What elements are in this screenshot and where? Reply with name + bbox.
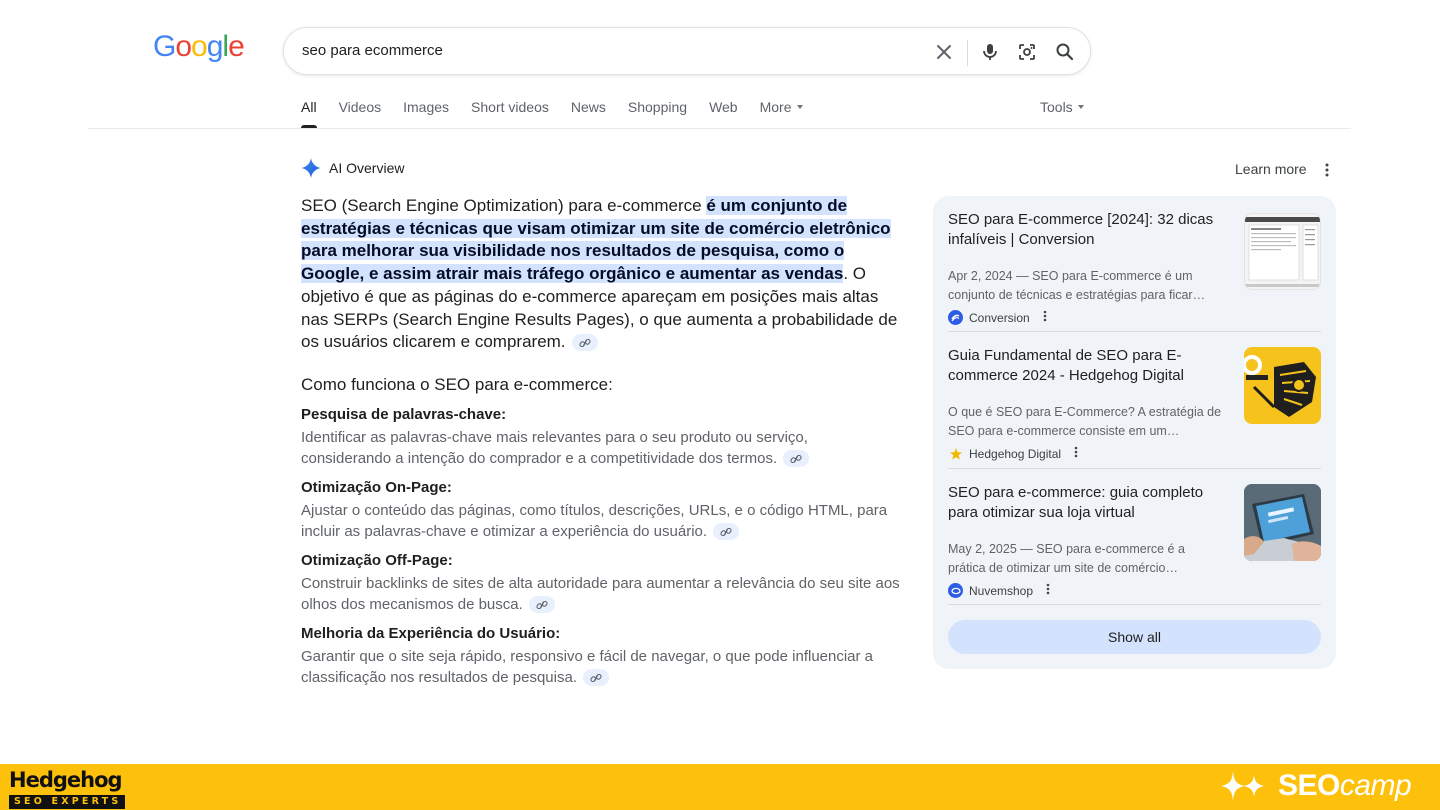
seocamp-wordmark xyxy=(1278,769,1411,803)
citation-link-icon[interactable] xyxy=(713,523,739,540)
search-tabs xyxy=(301,99,825,128)
tab-short-videos[interactable]: Short videos xyxy=(471,99,549,115)
hedgehog-brand-tagline: SEO EXPERTS xyxy=(9,795,125,809)
hedgehog-brand-name: Hedgehog xyxy=(9,768,122,792)
sources-panel xyxy=(933,196,1336,669)
search-input[interactable]: seo para ecommerce xyxy=(302,42,443,59)
footer-banner xyxy=(0,764,1440,810)
source-title[interactable]: SEO para e-commerce: guia completo para otimizar sua loja virtual xyxy=(948,484,1204,521)
header-divider xyxy=(88,128,1351,129)
ai-overview-header xyxy=(301,158,404,178)
tab-more[interactable] xyxy=(760,99,803,128)
sparkles-icon xyxy=(1220,769,1268,803)
learn-more-link[interactable]: Learn more xyxy=(1235,161,1307,177)
hedgehog-favicon-icon xyxy=(948,446,963,461)
citation-link-icon[interactable] xyxy=(529,596,555,613)
search-icon[interactable] xyxy=(1053,40,1077,64)
source-site-name: Nuvemshop xyxy=(969,583,1034,598)
tab-shopping[interactable]: Shopping xyxy=(627,99,688,115)
section-body-onpage xyxy=(301,500,901,542)
tab-all[interactable]: All xyxy=(301,99,317,128)
source-site-name: Hedgehog Digital xyxy=(969,446,1062,461)
source-site xyxy=(948,445,1078,462)
tab-news[interactable]: News xyxy=(570,99,606,115)
lens-camera-icon[interactable] xyxy=(1015,40,1039,64)
microphone-icon[interactable] xyxy=(978,40,1002,64)
seocamp-bold: SEO xyxy=(1278,769,1340,802)
intro-highlight: é um conjunto de estratégias e técnicas que visam otimizar um site de comércio eletrônico para melhorar sua visibilidade nos resultados de pesquisa, como o Google, e assim atrair mais tráfego orgânico e aumentar as vendas xyxy=(301,196,891,284)
seocamp-logo xyxy=(1220,769,1411,803)
source-site-name: Conversion xyxy=(969,310,1030,325)
intro-text-end: . O objetivo é que as páginas do e-commerce apareçam em posições mais altas nas SERPs (Search Engine Results Pages), o que aumenta a probabilidade de os usuários clicarem e comprarem. xyxy=(301,264,898,352)
source-site xyxy=(948,309,1047,326)
tools-button[interactable] xyxy=(1040,99,1084,115)
section-text: Garantir que o site seja rápido, responsivo e fácil de navegar, o que pode influenciar a classificação nos resultados de pesquisa. xyxy=(301,647,874,686)
section-text: Construir backlinks de sites de alta autoridade para aumentar a relevância do seu site aos olhos dos mecanismos de busca. xyxy=(301,574,900,613)
show-all-button[interactable]: Show all xyxy=(948,620,1321,654)
tab-images[interactable]: Images xyxy=(403,99,450,115)
section-title-offpage: Otimização Off-Page: xyxy=(301,551,453,569)
more-options-icon[interactable] xyxy=(1320,161,1334,184)
source-card[interactable] xyxy=(948,346,1321,466)
search-divider xyxy=(967,40,968,66)
clear-icon[interactable] xyxy=(932,40,956,64)
source-title[interactable]: SEO para E-commerce [2024]: 32 dicas infalíveis | Conversion xyxy=(948,211,1214,248)
source-title[interactable]: Guia Fundamental de SEO para E-commerce 2024 - Hedgehog Digital xyxy=(948,347,1184,384)
citation-link-icon[interactable] xyxy=(572,334,598,351)
source-card[interactable] xyxy=(948,483,1321,603)
citation-link-icon[interactable] xyxy=(583,669,609,686)
ai-overview-label: AI Overview xyxy=(329,160,405,176)
tab-videos[interactable]: Videos xyxy=(338,99,382,115)
ai-overview-content xyxy=(301,195,901,688)
conversion-favicon-icon xyxy=(948,310,963,325)
more-options-icon[interactable] xyxy=(1046,582,1050,599)
source-snippet: O que é SEO para E-Commerce? A estratégia de SEO para e-commerce consiste em um… xyxy=(948,405,1222,438)
gemini-sparkle-icon xyxy=(301,158,321,178)
tab-web[interactable]: Web xyxy=(709,99,738,115)
section-title-onpage: Otimização On-Page: xyxy=(301,478,452,496)
source-snippet: Apr 2, 2024 — SEO para E-commerce é um conjunto de técnicas e estratégias para ficar… xyxy=(948,269,1206,302)
section-body-ux xyxy=(301,646,901,688)
section-body-offpage xyxy=(301,573,901,615)
card-divider xyxy=(948,468,1321,469)
source-card[interactable] xyxy=(948,210,1321,330)
nuvemshop-favicon-icon xyxy=(948,583,963,598)
tools-label: Tools xyxy=(1040,99,1073,115)
section-body-keywords xyxy=(301,427,901,469)
card-divider xyxy=(948,604,1321,605)
chevron-down-icon xyxy=(1078,105,1084,109)
source-site xyxy=(948,582,1050,599)
tab-more-label: More xyxy=(759,99,792,115)
google-logo[interactable]: Google xyxy=(153,30,244,63)
source-snippet: May 2, 2025 — SEO para e-commerce é a prática de otimizar um site de comércio… xyxy=(948,542,1185,575)
ai-overview-intro xyxy=(301,195,901,354)
source-thumbnail[interactable] xyxy=(1244,213,1321,290)
section-title-keywords: Pesquisa de palavras-chave: xyxy=(301,405,507,423)
chevron-down-icon xyxy=(797,105,803,109)
intro-text-start: SEO (Search Engine Optimization) para e-commerce xyxy=(301,196,707,215)
section-text: Ajustar o conteúdo das páginas, como títulos, descrições, URLs, e o código HTML, para incluir as palavras-chave e otimizar a experiência do usuário. xyxy=(301,501,888,540)
more-options-icon[interactable] xyxy=(1043,309,1047,326)
source-thumbnail[interactable] xyxy=(1244,347,1321,424)
citation-link-icon[interactable] xyxy=(783,450,809,467)
card-divider xyxy=(948,331,1321,332)
search-box[interactable] xyxy=(283,27,1091,75)
section-subheading: Como funciona o SEO para e-commerce: xyxy=(301,374,613,394)
hedgehog-logo xyxy=(9,769,125,809)
section-text: Identificar as palavras-chave mais relevantes para o seu produto ou serviço, considerando a intenção do comprador e a competitividade dos termos. xyxy=(301,428,808,467)
seocamp-italic: camp xyxy=(1339,769,1412,802)
source-thumbnail[interactable] xyxy=(1244,484,1321,561)
more-options-icon[interactable] xyxy=(1074,445,1078,462)
section-title-ux: Melhoria da Experiência do Usuário: xyxy=(301,624,561,642)
